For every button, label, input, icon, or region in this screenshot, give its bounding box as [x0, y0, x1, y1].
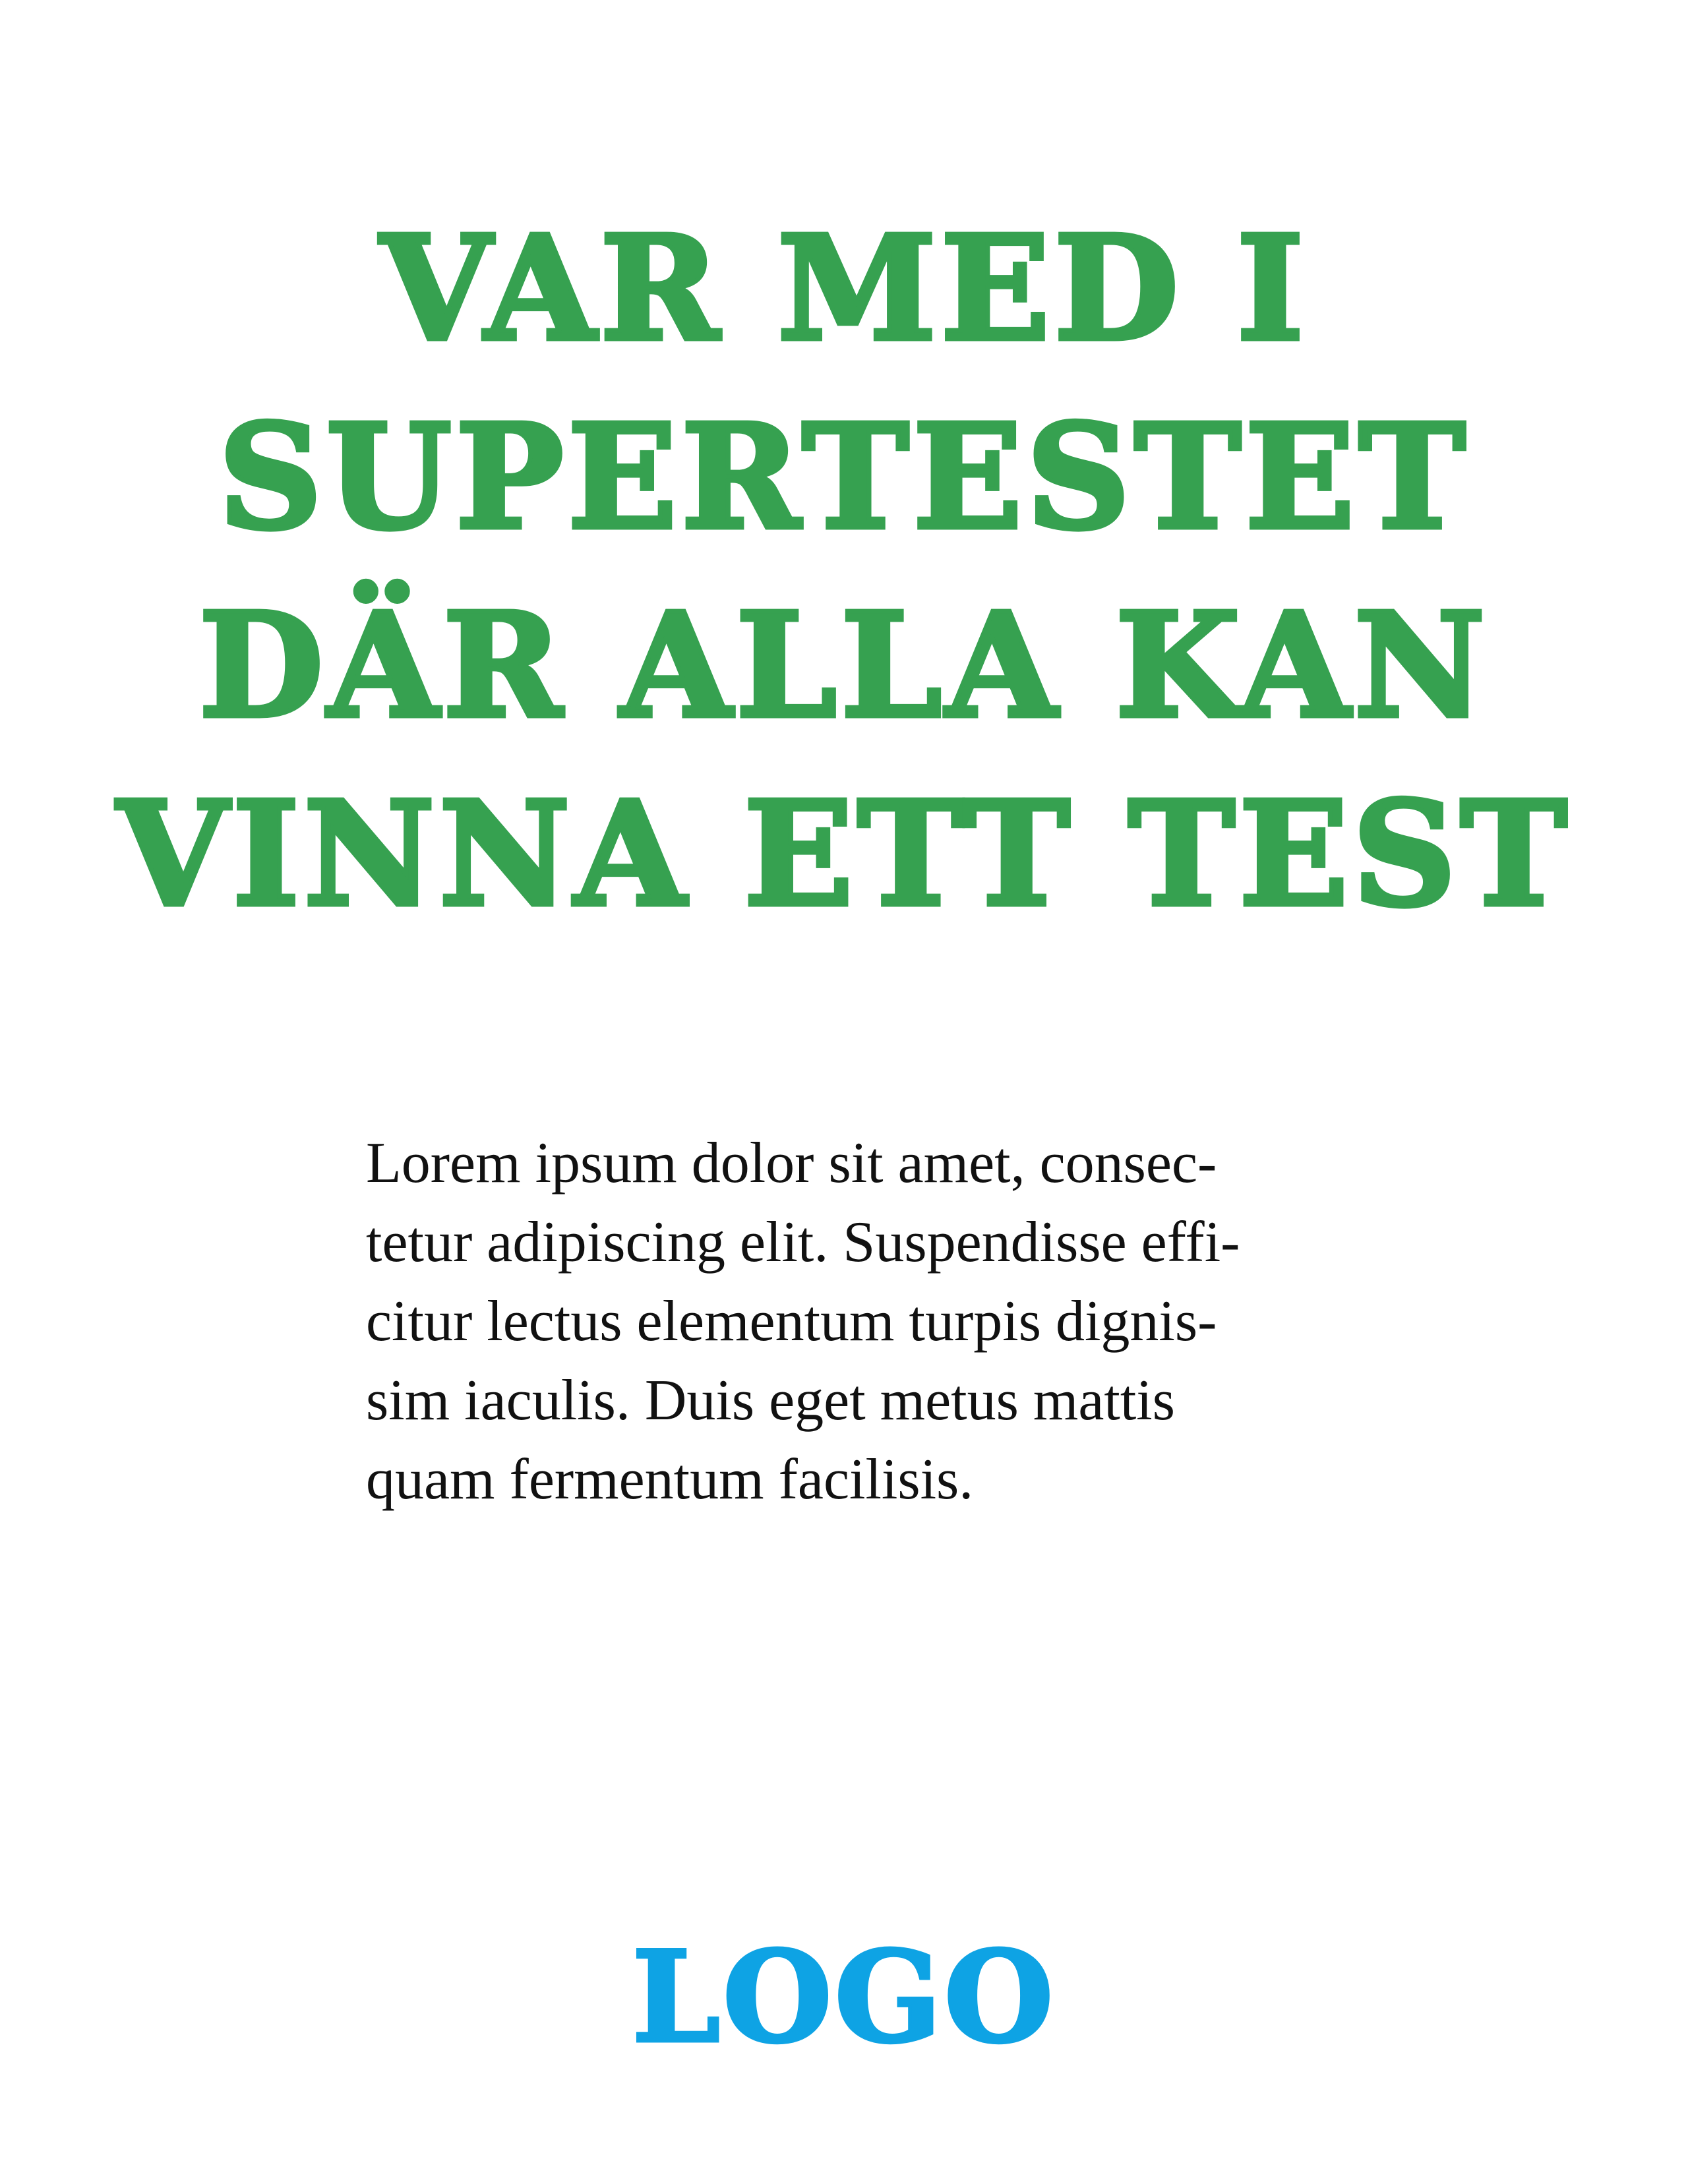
- body-paragraph: [366, 1124, 1342, 1520]
- body-line: tetur adipiscing elit. Suspendisse effi-: [366, 1210, 1240, 1274]
- logo: LOGO: [632, 1924, 1056, 2071]
- headline-line: DÄR ALLA KAN: [198, 581, 1490, 750]
- headline-line: VAR MED I: [380, 204, 1308, 373]
- body-line: quam fermentum facilisis.: [366, 1448, 974, 1512]
- body-line: Lorem ipsum dolor sit amet, consec-: [366, 1131, 1217, 1195]
- body-line: citur lectus elementum turpis dignis-: [366, 1289, 1217, 1353]
- headline-line: SUPERTESTET: [218, 393, 1470, 562]
- headline: [0, 194, 1688, 949]
- body-line: sim iaculis. Duis eget metus mattis: [366, 1369, 1175, 1432]
- headline-line: VINNA ETT TEST: [117, 770, 1571, 939]
